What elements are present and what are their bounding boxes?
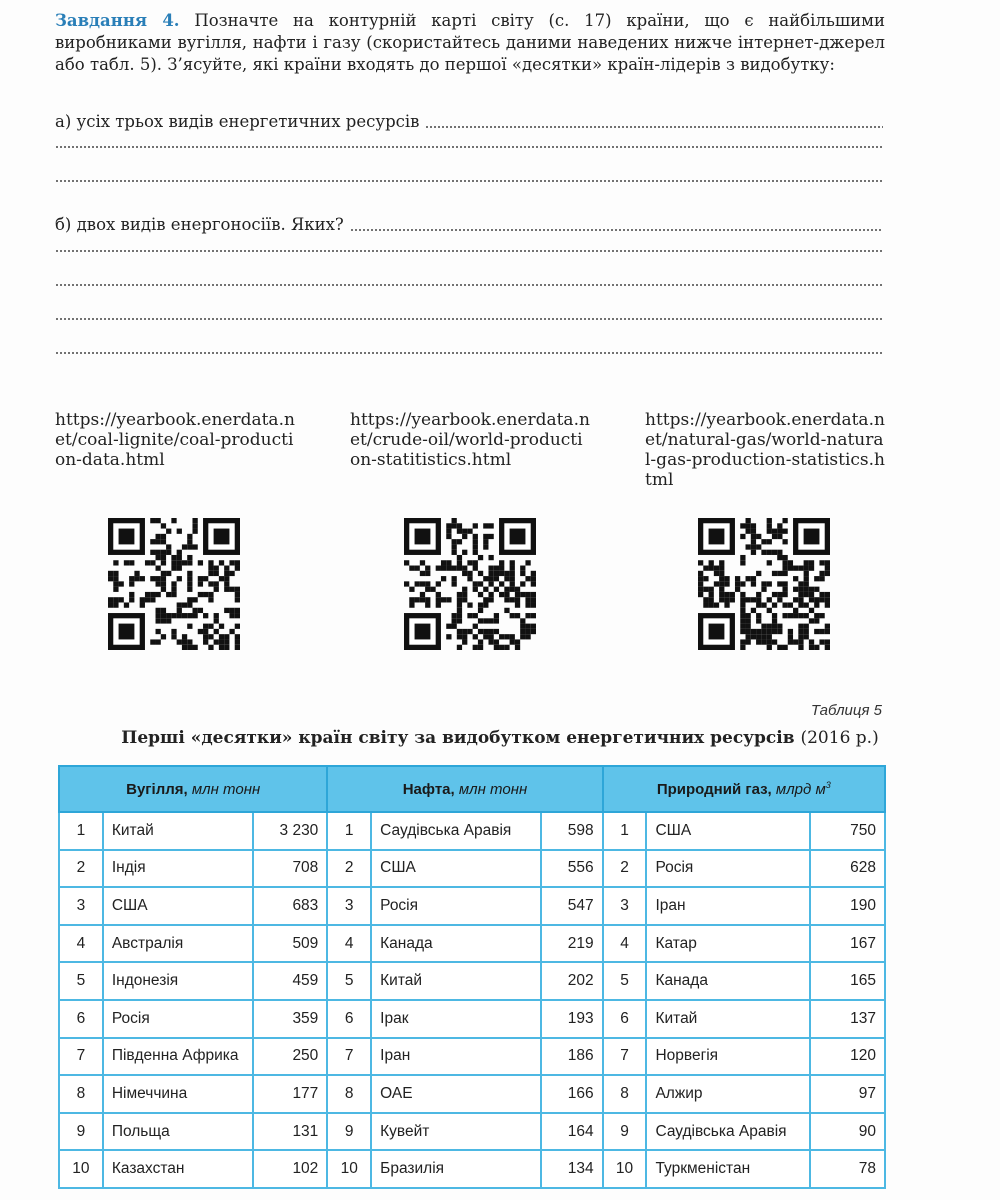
gas-country-cell: Туркменістан	[646, 1150, 810, 1188]
rank-cell: 2	[59, 850, 103, 888]
rank-cell: 3	[59, 887, 103, 925]
rank-cell: 9	[603, 1113, 647, 1151]
coal-country-cell: Австралія	[103, 925, 253, 963]
oil-country-cell: Ірак	[371, 1000, 541, 1038]
coal-value-cell: 131	[253, 1113, 328, 1151]
rank-cell: 5	[327, 962, 371, 1000]
oil-country-cell: США	[371, 850, 541, 888]
task-title: Завдання 4.	[55, 11, 180, 30]
oil-link[interactable]: https://yearbook.enerdata.net/crude-oil/world-production-statitistics.html	[350, 410, 590, 470]
gas-country-cell: Китай	[646, 1000, 810, 1038]
oil-value-cell: 219	[541, 925, 603, 963]
gas-country-cell: Норвегія	[646, 1038, 810, 1076]
task-body: Позначте на контурній карті світу (с. 17) країни, що є найбільшими виробниками вугілля, нафти і газу (скористайтесь даними наведених нижче інтернет-джерел або табл. 5). З’ясуйте, які країни входять до першої «десятки» країн-лідерів з видобутку:	[55, 11, 885, 74]
rank-cell: 7	[59, 1038, 103, 1076]
table-row	[59, 1000, 885, 1038]
gas-value-cell: 165	[810, 962, 885, 1000]
coal-country-cell: Індія	[103, 850, 253, 888]
energy-table	[58, 765, 886, 1189]
rank-cell: 5	[603, 962, 647, 1000]
coal-country-cell: США	[103, 887, 253, 925]
oil-value-cell: 164	[541, 1113, 603, 1151]
gas-value-cell: 190	[810, 887, 885, 925]
coal-value-cell: 3 230	[253, 812, 328, 850]
oil-value-cell: 202	[541, 962, 603, 1000]
table-row	[59, 1038, 885, 1076]
oil-country-cell: Саудівська Аравія	[371, 812, 541, 850]
dotted-line	[55, 146, 883, 148]
gas-value-cell: 628	[810, 850, 885, 888]
coal-country-cell: Південна Африка	[103, 1038, 253, 1076]
rank-cell: 1	[603, 812, 647, 850]
coal-value-cell: 708	[253, 850, 328, 888]
rank-cell: 8	[327, 1075, 371, 1113]
rank-cell: 10	[327, 1150, 371, 1188]
gas-qr-code-icon[interactable]	[698, 518, 830, 650]
oil-country-cell: Кувейт	[371, 1113, 541, 1151]
table-row	[59, 925, 885, 963]
gas-country-cell: Саудівська Аравія	[646, 1113, 810, 1151]
oil-country-cell: Іран	[371, 1038, 541, 1076]
oil-value-cell: 547	[541, 887, 603, 925]
oil-value-cell: 134	[541, 1150, 603, 1188]
rank-cell: 5	[59, 962, 103, 1000]
rank-cell: 1	[327, 812, 371, 850]
answer-b-line-4[interactable]	[55, 318, 883, 324]
oil-country-cell: Бразилія	[371, 1150, 541, 1188]
answer-b-line[interactable]	[55, 215, 883, 235]
gas-country-cell: Катар	[646, 925, 810, 963]
oil-header	[327, 766, 602, 812]
dotted-line	[55, 180, 883, 182]
table-title	[0, 728, 1000, 748]
coal-country-cell: Китай	[103, 812, 253, 850]
table-row	[59, 1113, 885, 1151]
oil-country-cell: Росія	[371, 887, 541, 925]
rank-cell: 7	[603, 1038, 647, 1076]
oil-value-cell: 166	[541, 1075, 603, 1113]
coal-country-cell: Польща	[103, 1113, 253, 1151]
coal-header-name: Вугілля,	[126, 780, 188, 798]
coal-value-cell: 177	[253, 1075, 328, 1113]
gas-country-cell: Іран	[646, 887, 810, 925]
coal-country-cell: Росія	[103, 1000, 253, 1038]
gas-link[interactable]: https://yearbook.enerdata.net/natural-gas/world-natural-gas-production-statistics.html	[645, 410, 886, 490]
gas-header-unit	[776, 781, 831, 798]
dotted-line	[55, 318, 883, 320]
answer-a-line-3[interactable]	[55, 180, 883, 186]
answer-a-line-2[interactable]	[55, 146, 883, 152]
rank-cell: 3	[603, 887, 647, 925]
rank-cell: 4	[59, 925, 103, 963]
table-title-text: Перші «десятки» країн світу за видобутком енергетичних ресурсів	[121, 728, 795, 748]
gas-country-cell: Алжир	[646, 1075, 810, 1113]
coal-link[interactable]: https://yearbook.enerdata.net/coal-lignite/coal-production-data.html	[55, 410, 295, 470]
coal-value-cell: 509	[253, 925, 328, 963]
answer-a-line[interactable]	[55, 112, 883, 132]
gas-header-name: Природний газ,	[656, 781, 772, 798]
rank-cell: 8	[59, 1075, 103, 1113]
coal-value-cell: 250	[253, 1038, 328, 1076]
rank-cell: 6	[603, 1000, 647, 1038]
rank-cell: 6	[327, 1000, 371, 1038]
gas-value-cell: 750	[810, 812, 885, 850]
oil-header-name: Нафта,	[402, 780, 455, 798]
table-row	[59, 812, 885, 850]
gas-value-cell: 137	[810, 1000, 885, 1038]
rank-cell: 4	[603, 925, 647, 963]
gas-header	[603, 766, 885, 812]
rank-cell: 4	[327, 925, 371, 963]
rank-cell: 6	[59, 1000, 103, 1038]
table-body	[59, 812, 885, 1188]
oil-value-cell: 598	[541, 812, 603, 850]
table-row	[59, 887, 885, 925]
gas-value-cell: 120	[810, 1038, 885, 1076]
table-year: (2016 р.)	[800, 728, 879, 748]
coal-header	[59, 766, 327, 812]
rank-cell: 2	[327, 850, 371, 888]
rank-cell: 3	[327, 887, 371, 925]
oil-value-cell: 193	[541, 1000, 603, 1038]
table-row	[59, 850, 885, 888]
coal-country-cell: Індонезія	[103, 962, 253, 1000]
oil-country-cell: Китай	[371, 962, 541, 1000]
table-number: Таблиця 5	[810, 702, 882, 719]
gas-country-cell: США	[646, 812, 810, 850]
table-row	[59, 1150, 885, 1188]
answer-b-line-2[interactable]	[55, 250, 883, 256]
gas-value-cell: 97	[810, 1075, 885, 1113]
coal-country-cell: Казахстан	[103, 1150, 253, 1188]
coal-country-cell: Німеччина	[103, 1075, 253, 1113]
gas-country-cell: Канада	[646, 962, 810, 1000]
rank-cell: 10	[603, 1150, 647, 1188]
gas-value-cell: 78	[810, 1150, 885, 1188]
table-row	[59, 1075, 885, 1113]
oil-header-unit: млн тонн	[458, 780, 528, 798]
dotted-line	[55, 352, 883, 354]
dotted-line	[55, 284, 883, 286]
coal-value-cell: 683	[253, 887, 328, 925]
answer-b-line-3[interactable]	[55, 284, 883, 290]
dotted-line	[350, 229, 883, 231]
gas-unit-text: млрд м	[775, 781, 826, 798]
oil-country-cell: ОАЕ	[371, 1075, 541, 1113]
coal-qr-code-icon[interactable]	[108, 518, 240, 650]
dotted-line	[55, 250, 883, 252]
answer-b-line-5[interactable]	[55, 352, 883, 358]
answer-a-label: а) усіх трьох видів енергетичних ресурсів	[55, 112, 420, 131]
oil-value-cell: 556	[541, 850, 603, 888]
rank-cell: 2	[603, 850, 647, 888]
rank-cell: 1	[59, 812, 103, 850]
table-row	[59, 962, 885, 1000]
gas-unit-sup: 3	[825, 780, 831, 790]
rank-cell: 8	[603, 1075, 647, 1113]
task-text	[55, 10, 885, 76]
rank-cell: 7	[327, 1038, 371, 1076]
rank-cell: 9	[59, 1113, 103, 1151]
answer-b-label: б) двох видів енергоносіїв. Яких?	[55, 215, 344, 234]
gas-country-cell: Росія	[646, 850, 810, 888]
coal-value-cell: 459	[253, 962, 328, 1000]
gas-value-cell: 167	[810, 925, 885, 963]
coal-value-cell: 102	[253, 1150, 328, 1188]
oil-qr-code-icon[interactable]	[404, 518, 536, 650]
oil-value-cell: 186	[541, 1038, 603, 1076]
rank-cell: 10	[59, 1150, 103, 1188]
dotted-line	[425, 126, 883, 128]
oil-country-cell: Канада	[371, 925, 541, 963]
coal-value-cell: 359	[253, 1000, 328, 1038]
coal-header-unit: млн тонн	[191, 780, 261, 798]
gas-value-cell: 90	[810, 1113, 885, 1151]
rank-cell: 9	[327, 1113, 371, 1151]
